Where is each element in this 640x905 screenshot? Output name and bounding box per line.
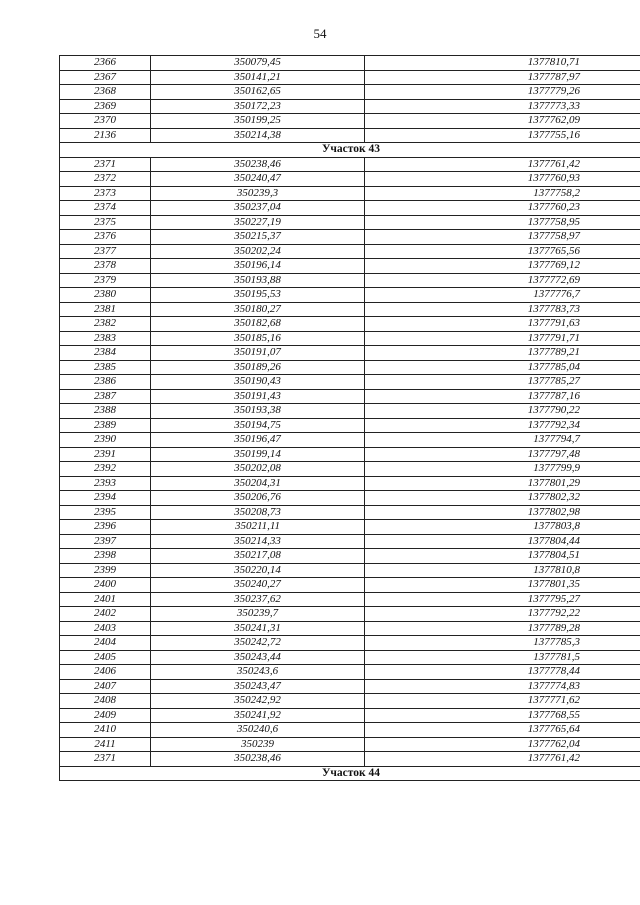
x-coordinate-cell: 350243,6 (151, 665, 365, 680)
coordinates-table-body (60, 56, 640, 781)
point-number-cell: 2366 (60, 56, 151, 71)
y-coordinate-cell: 1377802,98 (365, 505, 640, 520)
y-coordinate-cell: 1377781,5 (365, 650, 640, 665)
y-coordinate-cell: 1377761,42 (365, 752, 640, 767)
table-row (60, 114, 640, 129)
table-row (60, 128, 640, 143)
x-coordinate-cell: 350243,44 (151, 650, 365, 665)
point-number-cell: 2398 (60, 549, 151, 564)
x-coordinate-cell: 350238,46 (151, 752, 365, 767)
x-coordinate-cell: 350242,92 (151, 694, 365, 709)
table-row (60, 70, 640, 85)
section-title: Участок 43 (60, 143, 640, 158)
table-row (60, 563, 640, 578)
y-coordinate-cell: 1377789,28 (365, 621, 640, 636)
y-coordinate-cell: 1377787,16 (365, 389, 640, 404)
y-coordinate-cell: 1377801,35 (365, 578, 640, 593)
x-coordinate-cell: 350240,27 (151, 578, 365, 593)
x-coordinate-cell: 350217,08 (151, 549, 365, 564)
y-coordinate-cell: 1377792,34 (365, 418, 640, 433)
y-coordinate-cell: 1377762,09 (365, 114, 640, 129)
table-row (60, 360, 640, 375)
point-number-cell: 2404 (60, 636, 151, 651)
table-row (60, 85, 640, 100)
point-number-cell: 2397 (60, 534, 151, 549)
table-row (60, 317, 640, 332)
point-number-cell: 2372 (60, 172, 151, 187)
table-row (60, 534, 640, 549)
x-coordinate-cell: 350241,31 (151, 621, 365, 636)
table-row (60, 549, 640, 564)
point-number-cell: 2379 (60, 273, 151, 288)
section-title: Участок 44 (60, 766, 640, 781)
x-coordinate-cell: 350237,62 (151, 592, 365, 607)
y-coordinate-cell: 1377783,73 (365, 302, 640, 317)
x-coordinate-cell: 350202,08 (151, 462, 365, 477)
x-coordinate-cell: 350191,07 (151, 346, 365, 361)
y-coordinate-cell: 1377779,26 (365, 85, 640, 100)
table-row (60, 665, 640, 680)
y-coordinate-cell: 1377804,51 (365, 549, 640, 564)
point-number-cell: 2402 (60, 607, 151, 622)
x-coordinate-cell: 350239,7 (151, 607, 365, 622)
coordinates-table (59, 55, 640, 781)
x-coordinate-cell: 350240,6 (151, 723, 365, 738)
y-coordinate-cell: 1377810,8 (365, 563, 640, 578)
y-coordinate-cell: 1377801,29 (365, 476, 640, 491)
point-number-cell: 2386 (60, 375, 151, 390)
point-number-cell: 2390 (60, 433, 151, 448)
x-coordinate-cell: 350195,53 (151, 288, 365, 303)
point-number-cell: 2370 (60, 114, 151, 129)
y-coordinate-cell: 1377758,97 (365, 230, 640, 245)
table-row (60, 491, 640, 506)
point-number-cell: 2406 (60, 665, 151, 680)
point-number-cell: 2374 (60, 201, 151, 216)
point-number-cell: 2384 (60, 346, 151, 361)
x-coordinate-cell: 350220,14 (151, 563, 365, 578)
point-number-cell: 2389 (60, 418, 151, 433)
point-number-cell: 2395 (60, 505, 151, 520)
point-number-cell: 2367 (60, 70, 151, 85)
y-coordinate-cell: 1377787,97 (365, 70, 640, 85)
point-number-cell: 2391 (60, 447, 151, 462)
table-row (60, 331, 640, 346)
y-coordinate-cell: 1377758,2 (365, 186, 640, 201)
x-coordinate-cell: 350239 (151, 737, 365, 752)
x-coordinate-cell: 350194,75 (151, 418, 365, 433)
y-coordinate-cell: 1377785,3 (365, 636, 640, 651)
table-row (60, 679, 640, 694)
table-row (60, 346, 640, 361)
y-coordinate-cell: 1377803,8 (365, 520, 640, 535)
x-coordinate-cell: 350180,27 (151, 302, 365, 317)
y-coordinate-cell: 1377789,21 (365, 346, 640, 361)
table-row (60, 230, 640, 245)
point-number-cell: 2387 (60, 389, 151, 404)
table-row (60, 650, 640, 665)
y-coordinate-cell: 1377773,33 (365, 99, 640, 114)
x-coordinate-cell: 350215,37 (151, 230, 365, 245)
point-number-cell: 2382 (60, 317, 151, 332)
table-row (60, 302, 640, 317)
y-coordinate-cell: 1377758,95 (365, 215, 640, 230)
point-number-cell: 2376 (60, 230, 151, 245)
table-row (60, 520, 640, 535)
x-coordinate-cell: 350208,73 (151, 505, 365, 520)
table-row (60, 288, 640, 303)
x-coordinate-cell: 350196,14 (151, 259, 365, 274)
x-coordinate-cell: 350193,38 (151, 404, 365, 419)
point-number-cell: 2411 (60, 737, 151, 752)
y-coordinate-cell: 1377765,56 (365, 244, 640, 259)
point-number-cell: 2385 (60, 360, 151, 375)
table-row (60, 433, 640, 448)
y-coordinate-cell: 1377774,83 (365, 679, 640, 694)
y-coordinate-cell: 1377810,71 (365, 56, 640, 71)
x-coordinate-cell: 350141,21 (151, 70, 365, 85)
point-number-cell: 2383 (60, 331, 151, 346)
y-coordinate-cell: 1377761,42 (365, 157, 640, 172)
x-coordinate-cell: 350189,26 (151, 360, 365, 375)
point-number-cell: 2408 (60, 694, 151, 709)
section-header-row (60, 143, 640, 158)
point-number-cell: 2392 (60, 462, 151, 477)
point-number-cell: 2371 (60, 752, 151, 767)
point-number-cell: 2136 (60, 128, 151, 143)
point-number-cell: 2409 (60, 708, 151, 723)
table-row (60, 56, 640, 71)
x-coordinate-cell: 350242,72 (151, 636, 365, 651)
table-row (60, 578, 640, 593)
point-number-cell: 2394 (60, 491, 151, 506)
y-coordinate-cell: 1377760,23 (365, 201, 640, 216)
point-number-cell: 2373 (60, 186, 151, 201)
point-number-cell: 2371 (60, 157, 151, 172)
table-row (60, 505, 640, 520)
point-number-cell: 2405 (60, 650, 151, 665)
point-number-cell: 2400 (60, 578, 151, 593)
x-coordinate-cell: 350202,24 (151, 244, 365, 259)
point-number-cell: 2381 (60, 302, 151, 317)
table-row (60, 476, 640, 491)
x-coordinate-cell: 350172,23 (151, 99, 365, 114)
table-row (60, 157, 640, 172)
x-coordinate-cell: 350196,47 (151, 433, 365, 448)
table-row (60, 607, 640, 622)
x-coordinate-cell: 350239,3 (151, 186, 365, 201)
x-coordinate-cell: 350214,33 (151, 534, 365, 549)
x-coordinate-cell: 350243,47 (151, 679, 365, 694)
y-coordinate-cell: 1377771,62 (365, 694, 640, 709)
x-coordinate-cell: 350227,19 (151, 215, 365, 230)
y-coordinate-cell: 1377794,7 (365, 433, 640, 448)
x-coordinate-cell: 350238,46 (151, 157, 365, 172)
x-coordinate-cell: 350191,43 (151, 389, 365, 404)
table-row (60, 259, 640, 274)
y-coordinate-cell: 1377760,93 (365, 172, 640, 187)
x-coordinate-cell: 350237,04 (151, 201, 365, 216)
x-coordinate-cell: 350193,88 (151, 273, 365, 288)
table-row (60, 404, 640, 419)
x-coordinate-cell: 350185,16 (151, 331, 365, 346)
table-row (60, 723, 640, 738)
point-number-cell: 2410 (60, 723, 151, 738)
y-coordinate-cell: 1377762,04 (365, 737, 640, 752)
y-coordinate-cell: 1377765,64 (365, 723, 640, 738)
point-number-cell: 2368 (60, 85, 151, 100)
table-row (60, 244, 640, 259)
y-coordinate-cell: 1377802,32 (365, 491, 640, 506)
x-coordinate-cell: 350182,68 (151, 317, 365, 332)
x-coordinate-cell: 350240,47 (151, 172, 365, 187)
table-row (60, 273, 640, 288)
y-coordinate-cell: 1377790,22 (365, 404, 640, 419)
table-row (60, 201, 640, 216)
x-coordinate-cell: 350241,92 (151, 708, 365, 723)
x-coordinate-cell: 350206,76 (151, 491, 365, 506)
point-number-cell: 2396 (60, 520, 151, 535)
x-coordinate-cell: 350199,25 (151, 114, 365, 129)
x-coordinate-cell: 350211,11 (151, 520, 365, 535)
table-row (60, 99, 640, 114)
table-row (60, 462, 640, 477)
table-row (60, 737, 640, 752)
y-coordinate-cell: 1377797,48 (365, 447, 640, 462)
x-coordinate-cell: 350199,14 (151, 447, 365, 462)
point-number-cell: 2399 (60, 563, 151, 578)
point-number-cell: 2369 (60, 99, 151, 114)
y-coordinate-cell: 1377772,69 (365, 273, 640, 288)
point-number-cell: 2403 (60, 621, 151, 636)
y-coordinate-cell: 1377799,9 (365, 462, 640, 477)
point-number-cell: 2407 (60, 679, 151, 694)
y-coordinate-cell: 1377755,16 (365, 128, 640, 143)
point-number-cell: 2377 (60, 244, 151, 259)
table-row (60, 186, 640, 201)
table-row (60, 215, 640, 230)
point-number-cell: 2378 (60, 259, 151, 274)
point-number-cell: 2388 (60, 404, 151, 419)
x-coordinate-cell: 350214,38 (151, 128, 365, 143)
y-coordinate-cell: 1377792,22 (365, 607, 640, 622)
table-row (60, 636, 640, 651)
y-coordinate-cell: 1377795,27 (365, 592, 640, 607)
section-header-row (60, 766, 640, 781)
y-coordinate-cell: 1377778,44 (365, 665, 640, 680)
y-coordinate-cell: 1377804,44 (365, 534, 640, 549)
y-coordinate-cell: 1377769,12 (365, 259, 640, 274)
table-row (60, 621, 640, 636)
table-row (60, 708, 640, 723)
x-coordinate-cell: 350204,31 (151, 476, 365, 491)
page-number: 54 (313, 26, 327, 41)
y-coordinate-cell: 1377776,7 (365, 288, 640, 303)
y-coordinate-cell: 1377785,04 (365, 360, 640, 375)
table-row (60, 447, 640, 462)
table-row (60, 752, 640, 767)
table-row (60, 418, 640, 433)
point-number-cell: 2380 (60, 288, 151, 303)
table-row (60, 172, 640, 187)
point-number-cell: 2393 (60, 476, 151, 491)
point-number-cell: 2375 (60, 215, 151, 230)
y-coordinate-cell: 1377791,63 (365, 317, 640, 332)
y-coordinate-cell: 1377785,27 (365, 375, 640, 390)
y-coordinate-cell: 1377768,55 (365, 708, 640, 723)
table-row (60, 694, 640, 709)
table-row (60, 375, 640, 390)
table-row (60, 592, 640, 607)
x-coordinate-cell: 350079,45 (151, 56, 365, 71)
table-row (60, 389, 640, 404)
x-coordinate-cell: 350162,65 (151, 85, 365, 100)
point-number-cell: 2401 (60, 592, 151, 607)
x-coordinate-cell: 350190,43 (151, 375, 365, 390)
y-coordinate-cell: 1377791,71 (365, 331, 640, 346)
